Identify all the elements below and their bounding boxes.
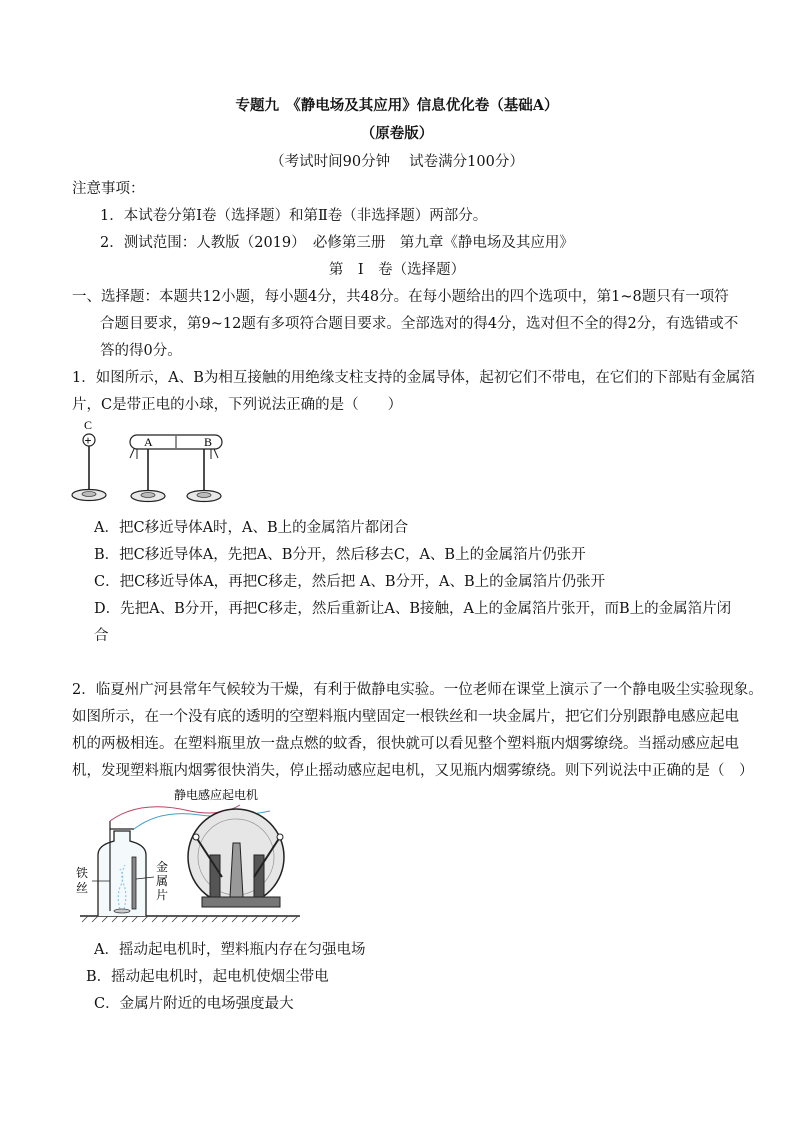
page-title: 专题九 《静电场及其应用》信息优化卷（基础A）: [235, 97, 559, 114]
question-2-stem: 机，发现塑料瓶内烟雾很快消失，停止摇动感应起电机，又见瓶内烟雾缭绕。则下列说法中正确的是（ ）: [72, 763, 754, 779]
notes-label: 注意事项：: [72, 181, 145, 197]
dust-collector-figure: [70, 785, 310, 925]
option-c: C．金属片附近的电场强度最大: [94, 996, 294, 1012]
section-intro: 一、选择题：本题共12小题，每小题4分，共48分。在每小题给出的四个选项中，第1~8题只有一项符: [72, 289, 729, 305]
wire-label: 铁: [76, 866, 89, 880]
option-a: A．摇动起电机时，塑料瓶内存在匀强电场: [94, 942, 366, 958]
label-c: C: [84, 418, 93, 432]
option-b: B．摇动起电机时，起电机使烟尘带电: [86, 969, 329, 985]
label-a: A: [144, 435, 153, 449]
machine-label: 静电感应起电机: [174, 788, 259, 802]
option-c: C．把C移近导体A，再把C移走，然后把 A、B分开，A、B上的金属箔片仍张开: [94, 574, 606, 590]
question-1-stem: 片，C是带正电的小球，下列说法正确的是（ ）: [72, 397, 403, 413]
section-intro: 合题目要求，第9~12题有多项符合题目要求。全部选对的得4分，选对但不全的得2分，有选错或不: [100, 316, 739, 332]
svg-text:片: 片: [156, 888, 169, 902]
option-b: B．把C移近导体A，先把A、B分开，然后移去C，A、B上的金属箔片仍张开: [94, 547, 586, 563]
label-b: B: [204, 435, 213, 449]
option-a: A．把C移近导体A时，A、B上的金属箔片都闭合: [94, 520, 409, 536]
svg-text:丝: 丝: [76, 881, 89, 895]
question-1-stem: 1．如图所示，A、B为相互接触的用绝缘支柱支持的金属导体，起初它们不带电，在它们的下部贴有金属箔: [72, 370, 755, 386]
notes-item: 1．本试卷分第Ⅰ卷（选择题）和第Ⅱ卷（非选择题）两部分。: [100, 208, 488, 224]
question-2-stem: 如图所示，在一个没有底的透明的空塑料瓶内壁固定一根铁丝和一块金属片，把它们分别跟静电感应起电: [72, 709, 739, 725]
question-2-stem: 2．临夏州广河县常年气候较为干燥，有利于做静电实验。一位老师在课堂上演示了一个静电吸尘实验现象。: [72, 682, 763, 698]
section-intro: 答的得0分。: [100, 343, 182, 359]
page-subtitle: （原卷版）: [360, 125, 434, 142]
exam-info: （考试时间90分钟 试卷满分100分）: [270, 154, 524, 170]
section-title: 第 Ⅰ 卷（选择题）: [328, 262, 466, 278]
option-d-continued: 合: [94, 628, 109, 644]
notes-item: 2．测试范围：人教版（2019） 必修第三册 第九章《静电场及其应用》: [100, 235, 574, 251]
conductor-figure: [68, 418, 238, 510]
svg-text:属: 属: [156, 874, 169, 888]
question-2-stem: 机的两极相连。在塑料瓶里放一盘点燃的蚊香，很快就可以看见整个塑料瓶内烟雾缭绕。当摇动感应起电: [72, 736, 739, 752]
option-d: D．先把A、B分开，再把C移走，然后重新让A、B接触，A上的金属箔片张开，而B上的金属箔片闭: [94, 601, 732, 617]
label-plus: +: [84, 433, 92, 448]
plate-label: 金: [156, 860, 169, 874]
